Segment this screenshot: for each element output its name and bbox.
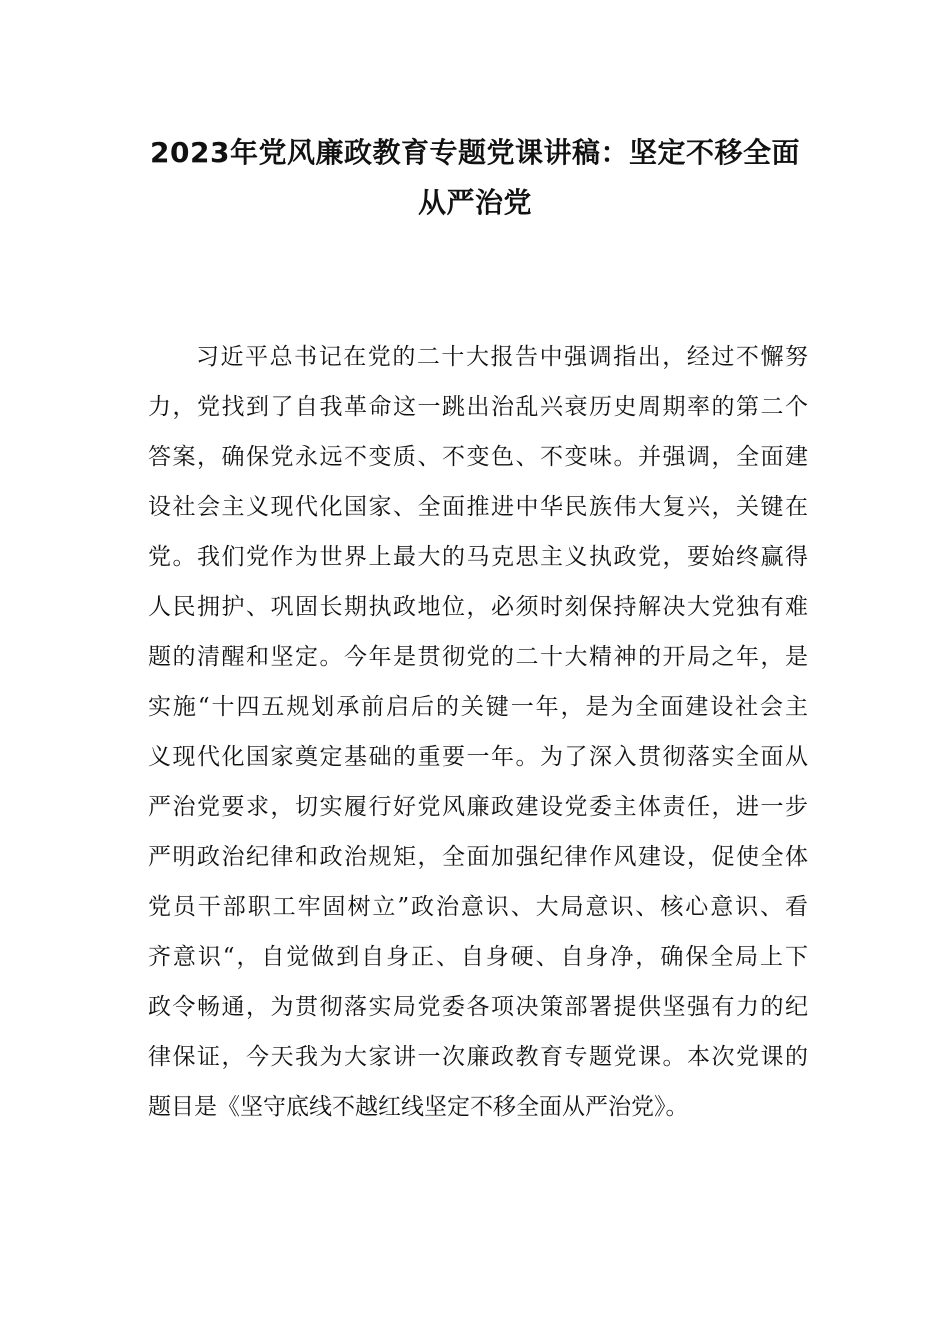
paragraph-line: 题目是《坚守底线不越红线坚定不移全面从严治党》。	[148, 1094, 689, 1120]
paragraph-line: 政令畅通，为贯彻落实局党委各项决策部署提供坚强有力的纪	[148, 994, 808, 1020]
paragraph-line: 力，党找到了自我革命这一跳出治乱兴衰历史周期率的第二个	[148, 394, 808, 420]
paragraph-line: 义现代化国家奠定基础的重要一年。为了深入贯彻落实全面从	[148, 744, 808, 770]
paragraph-line: 严治党要求，切实履行好党风廉政建设党委主体责任，进一步	[148, 794, 808, 820]
paragraph-line: 实施“十四五规划承前启后的关键一年，是为全面建设社会主	[148, 694, 808, 720]
title-line-2: 从严治党	[417, 186, 532, 219]
paragraph-line: 题的清醒和坚定。今年是贯彻党的二十大精神的开局之年，是	[148, 644, 808, 670]
paragraph-line: 律保证，今天我为大家讲一次廉政教育专题党课。本次党课的	[148, 1044, 808, 1070]
paragraph-line: 设社会主义现代化国家、全面推进中华民族伟大复兴，关键在	[148, 494, 808, 520]
title-line-1: 2023年党风廉政教育专题党课讲稿：坚定不移全面	[150, 136, 800, 169]
paragraph-line: 齐意识“，自觉做到自身正、自身硬、自身净，确保全局上下	[148, 944, 808, 970]
paragraph-line: 严明政治纪律和政治规矩，全面加强纪律作风建设，促使全体	[148, 844, 808, 870]
paragraph-line: 党员干部职工牢固树立”政治意识、大局意识、核心意识、看	[148, 894, 808, 920]
paragraph-line: 人民拥护、巩固长期执政地位，必须时刻保持解决大党独有难	[148, 594, 808, 620]
paragraph-line: 答案，确保党永远不变质、不变色、不变味。并强调，全面建	[148, 444, 808, 470]
body-paragraph	[148, 332, 808, 1132]
paragraph-line: 党。我们党作为世界上最大的马克思主义执政党，要始终赢得	[148, 544, 808, 570]
document-title	[148, 128, 802, 228]
paragraph-line: 习近平总书记在党的二十大报告中强调指出，经过不懈努	[196, 344, 808, 370]
